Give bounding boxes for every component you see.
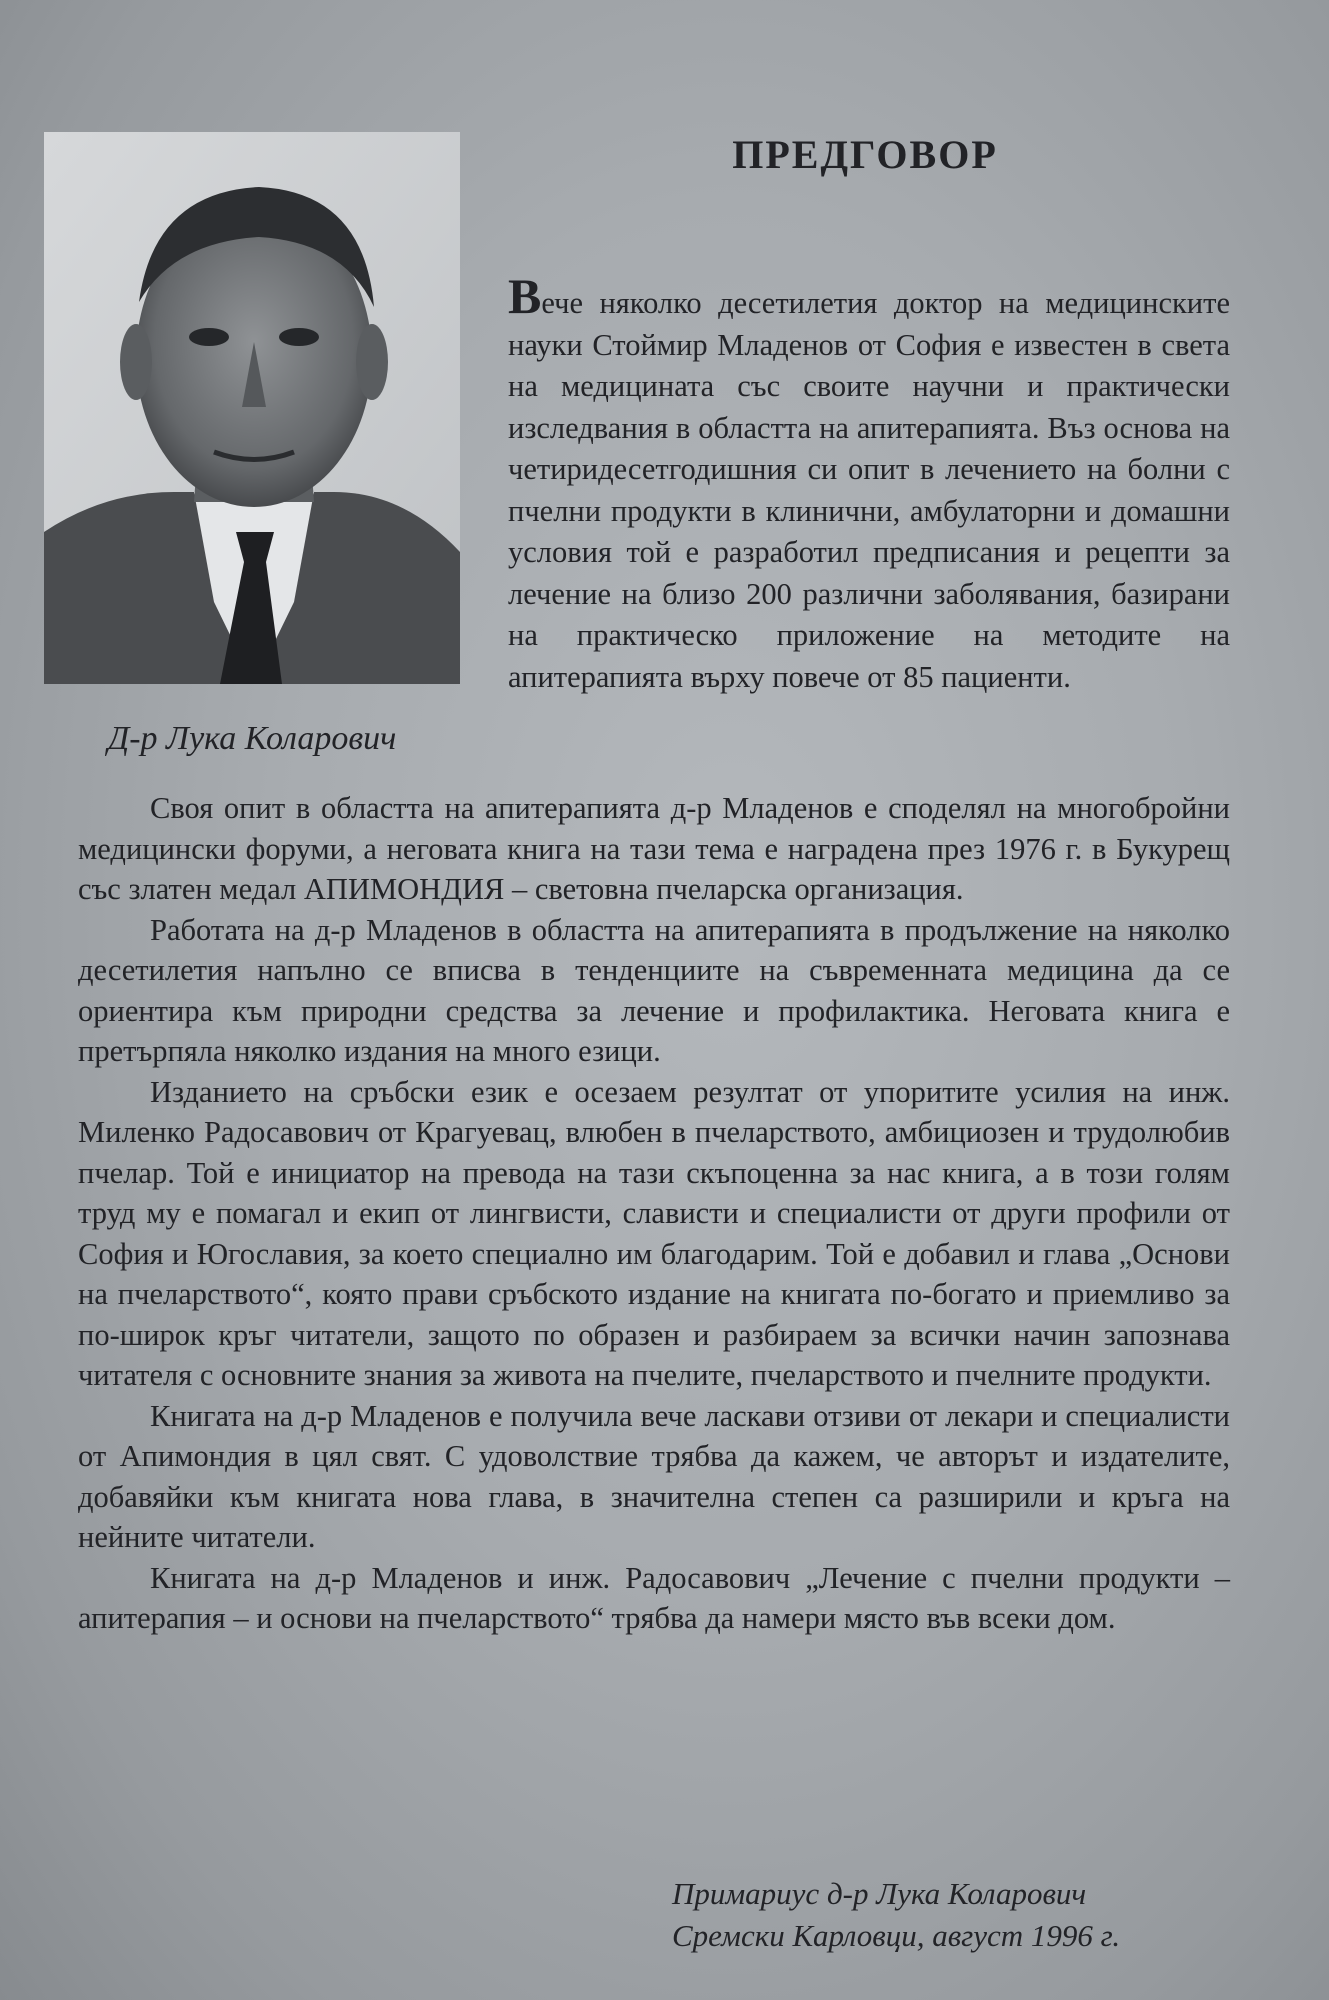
- signature-name: Примариус д-р Лука Коларович: [672, 1876, 1087, 1911]
- paragraph: Изданието на сръбски език е осезаем резултат от упоритите усилия на инж. Миленко Радосавович от Крагуевац, влюбен в пчеларството, амбициозен и трудолюбив пчелар. Той е инициатор на превода на тази скъпоценна за нас книга, а в този голям труд му е помагал и екип от лингвисти, слависти и специалисти от други профили от София и Югославия, за което специално им благодарим. Той е добавил и глава „Основи на пчеларството“, която прави сръбското издание на книгата по-богато и приемливо за по-широк кръг читатели, защото по образен и разбираем за всички начин запознава читателя с основните знания за живота на пчелите, пчеларството и пчелните продукти.: [78, 1074, 1230, 1392]
- paragraph: Работата на д-р Младенов в областта на апитерапията в продължение на няколко десетилетия напълно се вписва в тенденциите на съвременната медицина да се ориентира към природни средства за лечение и профилактика. Неговата книга е претърпяла няколко издания на много езици.: [78, 912, 1230, 1068]
- paragraph: Книгата на д-р Младенов е получила вече ласкави отзиви от лекари и специалисти от Апимондия в цял свят. С удоволствие трябва да кажем, че авторът и издателите, добавяйки към книгата нова глава, в значителна степен са разширили и кръга на нейните читатели.: [78, 1398, 1230, 1554]
- author-portrait-photo: [44, 132, 460, 684]
- body-text: [78, 788, 1230, 1639]
- intro-paragraph: [508, 268, 1230, 698]
- page-title: ПРЕДГОВОР: [732, 132, 998, 177]
- signature-block: [672, 1873, 1232, 1957]
- paragraph: Книгата на д-р Младенов и инж. Радосавович „Лечение с пчелни продукти – апитерапия – и основи на пчеларството“ трябва да намери място във всеки дом.: [78, 1560, 1230, 1635]
- signature-place-date: Сремски Карловци, август 1996 г.: [672, 1918, 1121, 1953]
- intro-text: ече няколко десетилетия доктор на медицинските науки Стоймир Младенов от София е известен в света на медицината със своите научни и практически изследвания в областта на апитерапията. Въз основа на четиридесетгодишния си опит в лечението на болни с пчелни продукти в клинични, амбулаторни и домашни условия той е разработил предписания и рецепти за лечение на близо 200 различни заболявания, базирани на практическо приложение на методите на апитерапията върху повече от 85 пациенти.: [508, 286, 1230, 694]
- paragraph: Своя опит в областта на апитерапията д-р Младенов е споделял на многобройни медицински форуми, а неговата книга на тази тема е наградена през 1976 г. в Букурещ със златен медал АПИМОНДИЯ – световна пчеларска организация.: [78, 791, 1230, 906]
- drop-cap-letter: В: [508, 268, 542, 324]
- photo-caption: Д-р Лука Коларович: [107, 720, 397, 757]
